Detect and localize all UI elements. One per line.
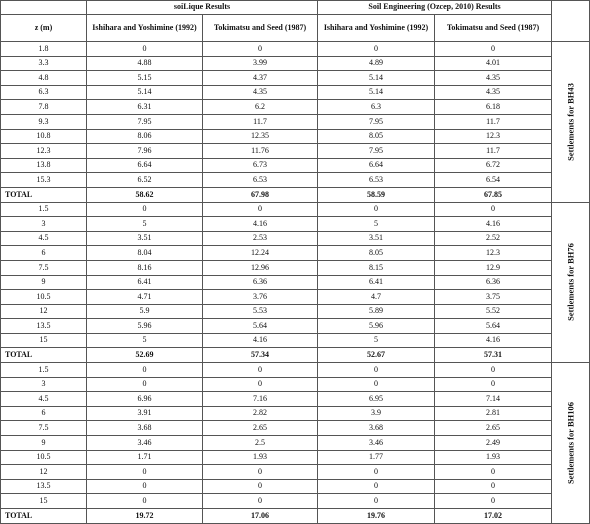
z-cell: 15 [1,494,87,509]
soil-eng-ishihara-cell: 6.64 [318,158,435,173]
section-label: Settlements for BH106 [565,401,576,484]
soil-eng-tokimatsu-cell: 0 [435,494,552,509]
soilique-tokimatsu-cell: 0 [203,465,318,480]
z-cell: 4.8 [1,71,87,86]
soilique-ishihara-cell: 0 [87,42,203,57]
soil-eng-tokimatsu-cell: 6.36 [435,275,552,290]
total-label: TOTAL [1,348,87,363]
z-cell: 9 [1,275,87,290]
soilique-ishihara-cell: 8.04 [87,246,203,261]
table-row [1,465,590,480]
soilique-tokimatsu-cell: 5.64 [203,319,318,334]
soilique-ishihara-cell: 19.72 [87,509,203,524]
z-cell: 6.3 [1,85,87,100]
soilique-ishihara-cell: 0 [87,479,203,494]
soilique-tokimatsu-cell: 67.98 [203,187,318,202]
soilique-ishihara-cell: 4.88 [87,56,203,71]
soilique-tokimatsu-cell: 0 [203,479,318,494]
soil-eng-tokimatsu-cell: 7.14 [435,392,552,407]
soil-eng-tokimatsu-cell: 17.02 [435,509,552,524]
z-cell: 12.3 [1,144,87,159]
total-row [1,509,590,524]
soil-eng-ishihara-cell: 4.7 [318,290,435,305]
table-row [1,392,590,407]
soil-eng-tokimatsu-cell: 57.31 [435,348,552,363]
soilique-tokimatsu-cell: 5.53 [203,304,318,319]
soil-eng-ishihara-cell: 0 [318,202,435,217]
soil-eng-ishihara-cell: 3.51 [318,231,435,246]
soilique-tokimatsu-cell: 17.06 [203,509,318,524]
table-row [1,421,590,436]
z-cell: 12 [1,304,87,319]
soilique-tokimatsu-cell: 6.53 [203,173,318,188]
soil-eng-tokimatsu-cell: 0 [435,202,552,217]
soil-eng-tokimatsu-cell: 67.85 [435,187,552,202]
table-row [1,333,590,348]
soilique-ishihara-cell: 5.96 [87,319,203,334]
table-row [1,42,590,57]
soilique-tokimatsu-cell: 11.7 [203,114,318,129]
total-label: TOTAL [1,509,87,524]
table-row [1,260,590,275]
soilique-tokimatsu-cell: 11.76 [203,144,318,159]
soilique-ishihara-cell: 0 [87,377,203,392]
total-label: TOTAL [1,187,87,202]
soilique-results-header: soiLique Results [87,1,318,15]
soilique-tokimatsu-cell: 4.16 [203,217,318,232]
soilique-ishihara-cell: 6.96 [87,392,203,407]
section-side-label-cell [552,202,590,363]
z-cell: 12 [1,465,87,480]
soilique-ishihara-cell: 3.51 [87,231,203,246]
z-cell: 1.5 [1,363,87,378]
soilique-ishihara-cell: 0 [87,202,203,217]
soil-eng-ishihara-cell: 0 [318,377,435,392]
soil-eng-ishihara-cell: 5.89 [318,304,435,319]
soilique-tokimatsu-cell: 4.16 [203,333,318,348]
soil-eng-tokimatsu-cell: 0 [435,377,552,392]
soilique-ishihara-cell: 0 [87,494,203,509]
soilique-ishihara-cell: 5.14 [87,85,203,100]
soil-eng-ishihara-cell: 58.59 [318,187,435,202]
soilique-ishihara-cell: 7.95 [87,114,203,129]
soilique-tokimatsu-cell: 2.82 [203,406,318,421]
table-row [1,494,590,509]
soil-eng-ishihara-cell: 3.68 [318,421,435,436]
table-row [1,377,590,392]
empty-corner-cell [1,1,87,15]
table-row [1,479,590,494]
soilique-ishihara-cell: 3.68 [87,421,203,436]
table-row [1,406,590,421]
soil-eng-ishihara-cell: 0 [318,494,435,509]
soilique-ishihara-cell: 5 [87,217,203,232]
soilique-ishihara-header: Ishihara and Yoshimine (1992) [87,15,203,42]
z-cell: 7.5 [1,421,87,436]
soilique-ishihara-cell: 6.52 [87,173,203,188]
soil-eng-ishihara-cell: 0 [318,363,435,378]
soilique-tokimatsu-cell: 0 [203,202,318,217]
table-row [1,85,590,100]
soil-eng-tokimatsu-cell: 0 [435,465,552,480]
soil-eng-tokimatsu-cell: 11.7 [435,114,552,129]
section-side-label-cell [552,42,590,203]
soil-eng-tokimatsu-cell: 12.3 [435,129,552,144]
soil-eng-tokimatsu-cell: 6.54 [435,173,552,188]
z-cell: 15 [1,333,87,348]
z-cell: 10.5 [1,450,87,465]
soilique-tokimatsu-cell: 57.34 [203,348,318,363]
soilique-tokimatsu-cell: 0 [203,363,318,378]
soilique-ishihara-cell: 5.9 [87,304,203,319]
soil-eng-ishihara-cell: 0 [318,42,435,57]
soil-eng-tokimatsu-cell: 3.75 [435,290,552,305]
soilique-ishihara-cell: 52.69 [87,348,203,363]
soilique-tokimatsu-cell: 1.93 [203,450,318,465]
soil-eng-ishihara-cell: 1.77 [318,450,435,465]
soil-eng-tokimatsu-cell: 4.35 [435,71,552,86]
table-row [1,231,590,246]
table-column-header-row [1,15,590,42]
soilique-tokimatsu-cell: 0 [203,494,318,509]
soil-eng-ishihara-cell: 3.46 [318,436,435,451]
z-cell: 15.3 [1,173,87,188]
total-row [1,187,590,202]
table-row [1,450,590,465]
soil-eng-tokimatsu-cell: 12.9 [435,260,552,275]
soil-eng-tokimatsu-cell: 2.49 [435,436,552,451]
soil-eng-ishihara-cell: 5.96 [318,319,435,334]
soil-eng-ishihara-cell: 0 [318,465,435,480]
soilique-tokimatsu-cell: 12.24 [203,246,318,261]
z-cell: 7.8 [1,100,87,115]
soilique-tokimatsu-cell: 2.5 [203,436,318,451]
z-cell: 13.5 [1,479,87,494]
z-cell: 10.5 [1,290,87,305]
soil-eng-ishihara-cell: 7.95 [318,144,435,159]
soilique-ishihara-cell: 8.06 [87,129,203,144]
table-row [1,129,590,144]
soilique-ishihara-cell: 58.62 [87,187,203,202]
z-cell: 4.5 [1,392,87,407]
z-cell: 3 [1,217,87,232]
table-row [1,71,590,86]
soilique-ishihara-cell: 7.96 [87,144,203,159]
z-cell: 1.8 [1,42,87,57]
soilique-ishihara-cell: 3.91 [87,406,203,421]
soil-eng-ishihara-cell: 6.3 [318,100,435,115]
soil-eng-ishihara-cell: 19.76 [318,509,435,524]
soil-eng-tokimatsu-cell: 2.65 [435,421,552,436]
soilique-ishihara-cell: 0 [87,465,203,480]
table-row [1,436,590,451]
soilique-tokimatsu-cell: 12.96 [203,260,318,275]
soil-eng-tokimatsu-cell: 5.52 [435,304,552,319]
soilique-ishihara-cell: 1.71 [87,450,203,465]
z-cell: 10.8 [1,129,87,144]
soilique-tokimatsu-cell: 2.65 [203,421,318,436]
soil-eng-tokimatsu-cell: 6.18 [435,100,552,115]
z-cell: 1.5 [1,202,87,217]
soil-eng-ishihara-cell: 6.41 [318,275,435,290]
z-cell: 6 [1,246,87,261]
soilique-tokimatsu-cell: 0 [203,42,318,57]
soil-eng-tokimatsu-cell: 12.3 [435,246,552,261]
section-label: Settlements for BH43 [565,82,576,161]
z-cell: 13.5 [1,319,87,334]
soilique-ishihara-cell: 5 [87,333,203,348]
table-row [1,275,590,290]
soil-eng-ishihara-cell: 8.05 [318,246,435,261]
soilique-ishihara-cell: 4.71 [87,290,203,305]
soil-eng-ishihara-cell: 4.89 [318,56,435,71]
table-row [1,144,590,159]
table-row [1,56,590,71]
soil-eng-ishihara-cell: 8.15 [318,260,435,275]
table-row [1,304,590,319]
soil-eng-tokimatsu-cell: 1.93 [435,450,552,465]
soilique-tokimatsu-cell: 4.35 [203,85,318,100]
soil-eng-tokimatsu-cell: 5.64 [435,319,552,334]
soilique-ishihara-cell: 6.41 [87,275,203,290]
soilique-tokimatsu-cell: 6.36 [203,275,318,290]
soilique-tokimatsu-cell: 4.37 [203,71,318,86]
soilique-ishihara-cell: 0 [87,363,203,378]
soil-engineering-results-header: Soil Engineering (Ozcep, 2010) Results [318,1,552,15]
soil-eng-ishihara-cell: 5 [318,333,435,348]
soilique-tokimatsu-cell: 6.2 [203,100,318,115]
soilique-tokimatsu-cell: 6.73 [203,158,318,173]
soil-eng-ishihara-cell: 5.14 [318,71,435,86]
soil-eng-ishihara-cell: 6.95 [318,392,435,407]
soil-eng-ishihara-cell: 3.9 [318,406,435,421]
soilique-ishihara-cell: 5.15 [87,71,203,86]
soilique-tokimatsu-cell: 3.99 [203,56,318,71]
soil-eng-tokimatsu-cell: 4.35 [435,85,552,100]
table-row [1,217,590,232]
soilique-tokimatsu-cell: 0 [203,377,318,392]
table-row [1,158,590,173]
section-label: Settlements for BH76 [565,243,576,322]
soil-eng-ishihara-cell: 5 [318,217,435,232]
z-cell: 3.3 [1,56,87,71]
total-row [1,348,590,363]
soilique-tokimatsu-cell: 12.35 [203,129,318,144]
table-row [1,290,590,305]
z-column-header: z (m) [1,15,87,42]
soil-eng-tokimatsu-cell: 2.81 [435,406,552,421]
table-row [1,100,590,115]
z-cell: 13.8 [1,158,87,173]
side-label-header-cell [552,1,590,42]
soil-eng-ishihara-cell: 7.95 [318,114,435,129]
z-cell: 6 [1,406,87,421]
z-cell: 7.5 [1,260,87,275]
soil-eng-tokimatsu-cell: 11.7 [435,144,552,159]
soilique-tokimatsu-cell: 7.16 [203,392,318,407]
soil-eng-tokimatsu-cell: 2.52 [435,231,552,246]
table-body [1,42,590,524]
z-cell: 9.3 [1,114,87,129]
soil-eng-ishihara-cell: 8.05 [318,129,435,144]
soil-eng-ishihara-header: Ishihara and Yoshimine (1992) [318,15,435,42]
table-row [1,246,590,261]
soilique-ishihara-cell: 6.31 [87,100,203,115]
soil-eng-tokimatsu-cell: 6.72 [435,158,552,173]
soilique-ishihara-cell: 3.46 [87,436,203,451]
soilique-ishihara-cell: 8.16 [87,260,203,275]
soil-eng-ishihara-cell: 6.53 [318,173,435,188]
soil-eng-tokimatsu-cell: 0 [435,42,552,57]
soil-eng-tokimatsu-cell: 4.16 [435,217,552,232]
z-cell: 9 [1,436,87,451]
table-row [1,173,590,188]
soilique-tokimatsu-header: Tokimatsu and Seed (1987) [203,15,318,42]
soil-eng-ishihara-cell: 0 [318,479,435,494]
table-group-header-row [1,1,590,15]
soil-eng-tokimatsu-header: Tokimatsu and Seed (1987) [435,15,552,42]
table-row [1,319,590,334]
z-cell: 3 [1,377,87,392]
soil-eng-ishihara-cell: 5.14 [318,85,435,100]
soil-eng-tokimatsu-cell: 0 [435,363,552,378]
soil-eng-ishihara-cell: 52.67 [318,348,435,363]
soil-eng-tokimatsu-cell: 4.01 [435,56,552,71]
soilique-tokimatsu-cell: 3.76 [203,290,318,305]
soil-eng-tokimatsu-cell: 0 [435,479,552,494]
table-row [1,363,590,378]
table-row [1,202,590,217]
table-row [1,114,590,129]
section-side-label-cell [552,363,590,524]
soil-eng-tokimatsu-cell: 4.16 [435,333,552,348]
soilique-ishihara-cell: 6.64 [87,158,203,173]
soilique-tokimatsu-cell: 2.53 [203,231,318,246]
z-cell: 4.5 [1,231,87,246]
